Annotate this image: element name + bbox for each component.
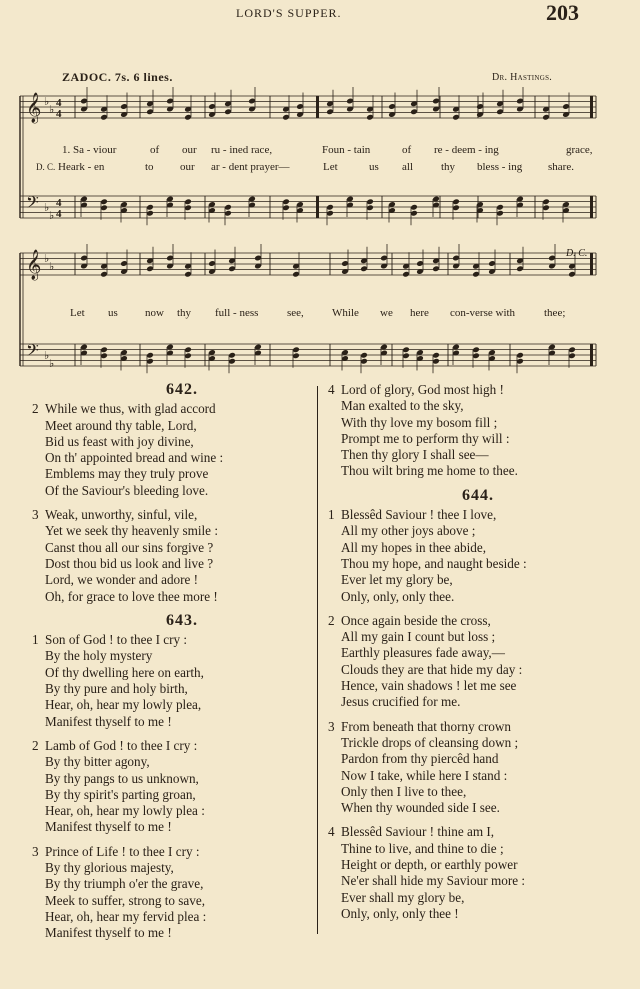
verse-line (32, 401, 332, 417)
lyric-syllable: of (402, 144, 412, 156)
verse-line: By the holy mystery (45, 648, 153, 664)
verse-line: With thy love my bosom fill ; (341, 414, 498, 430)
lyric-syllable: of (150, 144, 160, 156)
verse-number: 1 (32, 632, 39, 648)
verse-line (328, 719, 628, 735)
music-score (0, 0, 640, 380)
lyric-syllable: we (380, 307, 393, 319)
verse-text: Lamb of God ! to thee I cry : (45, 737, 198, 753)
verse-line: Canst thou all our sins forgive ? (45, 539, 214, 555)
verse (32, 507, 332, 605)
verse-number: 1 (328, 507, 335, 523)
lyric-syllable: thy (441, 161, 456, 173)
lyric-syllable: our (180, 161, 195, 173)
bass-clef-icon: 𝄢 (26, 340, 39, 364)
verse-line (32, 507, 332, 523)
verse-line: Meet around thy table, Lord, (45, 417, 197, 433)
verse-text: While we thus, with glad accord (45, 401, 216, 417)
verse-line: When thy wounded side I see. (341, 800, 500, 816)
lyric-syllable: Foun - tain (322, 144, 371, 156)
double-bar (316, 96, 319, 118)
lyric-syllable: Let (323, 161, 338, 173)
lyric-syllable: full - ness (215, 307, 259, 319)
verse-line: Clouds they are that hide my day : (341, 661, 523, 677)
verse-line: Jesus crucified for me. (341, 694, 461, 710)
final-bar (590, 344, 593, 366)
verse-line: Height or depth, or earthly power (341, 857, 518, 873)
lyric-syllable: now (145, 307, 164, 319)
verse (328, 824, 628, 922)
lyric-syllable: 1. Sa - viour (62, 144, 117, 156)
time-signature: 4 (56, 208, 62, 220)
composer: Dr. Hastings. (492, 72, 553, 83)
verse-text: Son of God ! to thee I cry : (45, 632, 188, 648)
lyric-syllable: re - deem - ing (434, 144, 499, 156)
lyric-syllable: Let (70, 307, 85, 319)
time-signature: 4 (56, 108, 62, 120)
tune-name: ZADOC. 7s. 6 lines. (62, 70, 173, 84)
verse-line: Manifest thyself to me ! (45, 925, 172, 941)
final-bar (590, 96, 593, 118)
verse-text: Blessêd Saviour ! thine am I, (341, 824, 495, 840)
bass-clef-icon: 𝄢 (26, 192, 39, 216)
lyric-syllable: share. (548, 161, 574, 173)
verse-line: All my gain I count but loss ; (341, 629, 496, 645)
lyric-syllable: D. C. Heark - en (36, 161, 105, 173)
verse-line (32, 738, 332, 754)
lyric-syllable: here (410, 307, 429, 319)
verse-number: 2 (328, 612, 335, 628)
verse (328, 507, 628, 605)
flat-icon: ♭ (49, 104, 55, 116)
verse (328, 613, 628, 711)
verse-number: 3 (32, 507, 39, 523)
verse-line: Then thy glory I shall see— (341, 447, 489, 463)
verse-line (328, 824, 628, 840)
verse-line: Thou wilt bring me home to thee. (341, 463, 518, 479)
verse-line: Ever let my glory be, (341, 572, 453, 588)
verse-line: Hence, vain shadows ! let me see (341, 678, 517, 694)
lyric-syllable: all (402, 161, 413, 173)
verse-line: By thy pure and holy birth, (45, 681, 188, 697)
verse-line: Hear, oh, hear my lowly plea, (45, 697, 202, 713)
verse (32, 632, 332, 730)
verse-line: Pardon from thy piercêd hand (341, 751, 499, 767)
lyric-syllable: us (108, 307, 118, 319)
verse-line: Of thy dwelling here on earth, (45, 664, 204, 680)
double-bar (316, 196, 319, 218)
treble-clef-icon: 𝄞 (26, 250, 42, 280)
verse-line: Manifest thyself to me ! (45, 713, 172, 729)
lyric-syllable: thy (177, 307, 192, 319)
running-head: LORD'S SUPPER. (236, 6, 342, 20)
verse-line: All my hopes in thee abide, (341, 539, 487, 555)
verse-line: Emblems may they truly prove (45, 466, 209, 482)
time-signature: 4 (56, 97, 62, 109)
verse-text: Lord of glory, God most high ! (341, 382, 504, 397)
verse-line: Hear, oh, hear my fervid plea : (45, 908, 207, 924)
right-column (328, 382, 628, 930)
verse-text: Weak, unworthy, sinful, vile, (45, 507, 198, 523)
lyric-syllable: con-verse with (450, 307, 516, 319)
final-bar (590, 253, 593, 275)
verse-number: 4 (328, 382, 335, 397)
verse-number: 2 (32, 401, 39, 417)
verse-line: Prompt me to perform thy will : (341, 430, 510, 446)
lyric-syllable: thee; (544, 307, 566, 319)
verse-line: By thy spirit's parting groan, (45, 786, 196, 802)
verse-number: 3 (328, 718, 335, 734)
time-signature: 4 (56, 197, 62, 209)
verse (328, 382, 628, 480)
flat-icon: ♭ (49, 261, 55, 273)
verse (328, 719, 628, 817)
verse-line: Only, only, only thee ! (341, 905, 459, 921)
verse-text: Once again beside the cross, (341, 612, 491, 628)
lyric-syllable: us (369, 161, 379, 173)
verse-line: By thy glorious majesty, (45, 860, 174, 876)
verse-line: Dost thou bid us look and live ? (45, 555, 214, 571)
column-divider (317, 386, 318, 934)
dc-label: D. C. (566, 248, 588, 259)
verse-number: 3 (32, 843, 39, 859)
verse-line: Man exalted to the sky, (341, 398, 464, 414)
flat-icon: ♭ (44, 350, 50, 362)
verse-line: Lord, we wonder and adore ! (45, 572, 199, 588)
treble-clef-icon: 𝄞 (26, 93, 42, 123)
verse (32, 738, 332, 836)
verse-line: Earthly pleasures fade away,— (341, 645, 505, 661)
verse-line (328, 613, 628, 629)
lyric-syllable: While (332, 307, 359, 319)
verse-line: Of the Saviour's bleeding love. (45, 482, 209, 498)
lyric-syllable: ar - dent prayer— (211, 161, 290, 173)
flat-icon: ♭ (44, 96, 50, 108)
verse-line: Now I take, while here I stand : (341, 767, 508, 783)
verse-line: By thy bitter agony, (45, 754, 150, 770)
flat-icon: ♭ (49, 358, 55, 370)
left-column (32, 382, 332, 950)
verse-text: Blessêd Saviour ! thee I love, (341, 507, 497, 523)
verse-line (328, 382, 628, 398)
verse-line (32, 844, 332, 860)
lyric-syllable: see, (287, 307, 304, 319)
verse-line: Ne'er shall hide my Saviour more : (341, 873, 526, 889)
verse-line: Thine to live, and thine to die ; (341, 840, 504, 856)
lyric-syllable: grace, (566, 144, 593, 156)
verse-line: Only, only, only thee. (341, 588, 455, 604)
lyric-syllable: to (145, 161, 154, 173)
verse-line: Bid us feast with joy divine, (45, 433, 194, 449)
lyric-syllable: our (182, 144, 197, 156)
lyric-syllable: ru - ined race, (211, 144, 273, 156)
verse-line: All my other joys above ; (341, 523, 476, 539)
flat-icon: ♭ (44, 202, 50, 214)
verse-line: Manifest thyself to me ! (45, 819, 172, 835)
flat-icon: ♭ (44, 253, 50, 265)
flat-icon: ♭ (49, 210, 55, 222)
hymn-number: 644. (462, 486, 494, 504)
final-bar (590, 196, 593, 218)
verse-line: Ever shall my glory be, (341, 889, 465, 905)
hymn-number: 642. (166, 381, 198, 398)
verse-line: By thy pangs to us unknown, (45, 770, 199, 786)
verse (32, 401, 332, 499)
verse-line: Trickle drops of cleansing down ; (341, 734, 519, 750)
verse-line (32, 632, 332, 648)
verse-line: Only then I live to thee, (341, 783, 467, 799)
verse-line: By thy triumph o'er the grave, (45, 876, 204, 892)
verse-number: 2 (32, 737, 39, 753)
verse-text: From beneath that thorny crown (341, 718, 511, 734)
hymn-number: 643. (166, 611, 198, 629)
verse-line: Meek to suffer, strong to save, (45, 892, 206, 908)
page-number: 203 (546, 0, 579, 25)
verse-line (328, 507, 628, 523)
verse-text: Prince of Life ! to thee I cry : (45, 843, 200, 859)
verse-number: 4 (328, 824, 335, 840)
verse-line: Oh, for grace to love thee more ! (45, 588, 218, 604)
verse-line: On th' appointed bread and wine : (45, 450, 224, 466)
verse-line: Thou my hope, and naught beside : (341, 555, 527, 571)
verse-line: Yet we seek thy heavenly smile : (45, 523, 218, 539)
verse (32, 844, 332, 942)
lyric-syllable: bless - ing (477, 161, 523, 173)
verse-line: Hear, oh, hear my lowly plea : (45, 803, 205, 819)
